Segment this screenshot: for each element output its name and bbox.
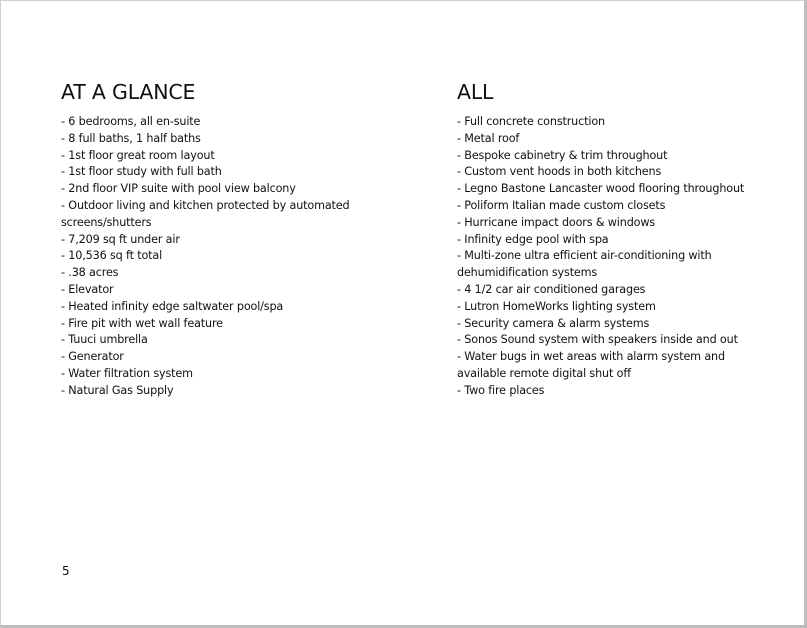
list-item: - Heated infinity edge saltwater pool/spa: [61, 299, 284, 313]
list-item: - 8 full baths, 1 half baths: [61, 131, 201, 145]
all-section: [457, 79, 757, 400]
page-number: 5: [62, 564, 70, 578]
list-item: - Bespoke cabinetry & trim throughout: [457, 148, 668, 162]
list-item: - 6 bedrooms, all en-suite: [61, 115, 201, 128]
list-item: - 7,209 sq ft under air: [61, 232, 180, 246]
list-item: - .38 acres: [61, 266, 119, 280]
list-item: - Hurricane impact doors & windows: [457, 215, 656, 229]
list-item: - Multi-zone ultra efficient air-conditioning with: [457, 249, 712, 263]
all-heading: ALL: [457, 80, 494, 104]
list-item: - Generator: [61, 350, 124, 364]
list-item: - Water filtration system: [61, 366, 193, 380]
list-item: - 2nd floor VIP suite with pool view balcony: [61, 182, 296, 196]
list-item: - Sonos Sound system with speakers inside and out: [457, 333, 738, 347]
list-item: - 4 1/2 car air conditioned garages: [457, 282, 646, 296]
list-item: - Legno Bastone Lancaster wood flooring throughout: [457, 182, 745, 196]
list-item: - Natural Gas Supply: [61, 383, 174, 397]
list-item: - Tuuci umbrella: [61, 333, 148, 347]
list-item: - 10,536 sq ft total: [61, 249, 163, 263]
at-a-glance-heading: AT A GLANCE: [61, 80, 196, 104]
list-item: - Water bugs in wet areas with alarm system and: [457, 350, 725, 364]
at-a-glance-list: [61, 114, 361, 400]
list-item: - Fire pit with wet wall feature: [61, 316, 223, 330]
list-item: - Full concrete construction: [457, 115, 605, 128]
list-item: - Elevator: [61, 282, 114, 296]
list-item: - Security camera & alarm systems: [457, 316, 650, 330]
list-item-continuation: available remote digital shut off: [457, 366, 631, 380]
list-item: - 1st floor study with full bath: [61, 165, 222, 179]
list-item-continuation: screens/shutters: [61, 215, 152, 229]
list-item: - Metal roof: [457, 131, 520, 145]
at-a-glance-section: [61, 79, 361, 400]
list-item: - Lutron HomeWorks lighting system: [457, 299, 656, 313]
list-item: - Infinity edge pool with spa: [457, 232, 609, 246]
list-item: - Poliform Italian made custom closets: [457, 198, 666, 212]
all-list: [457, 114, 757, 400]
list-item: - Outdoor living and kitchen protected by automated: [61, 198, 350, 212]
list-item: - Custom vent hoods in both kitchens: [457, 165, 662, 179]
list-item-continuation: dehumidification systems: [457, 266, 598, 280]
list-item: - Two fire places: [457, 383, 545, 397]
list-item: - 1st floor great room layout: [61, 148, 215, 162]
